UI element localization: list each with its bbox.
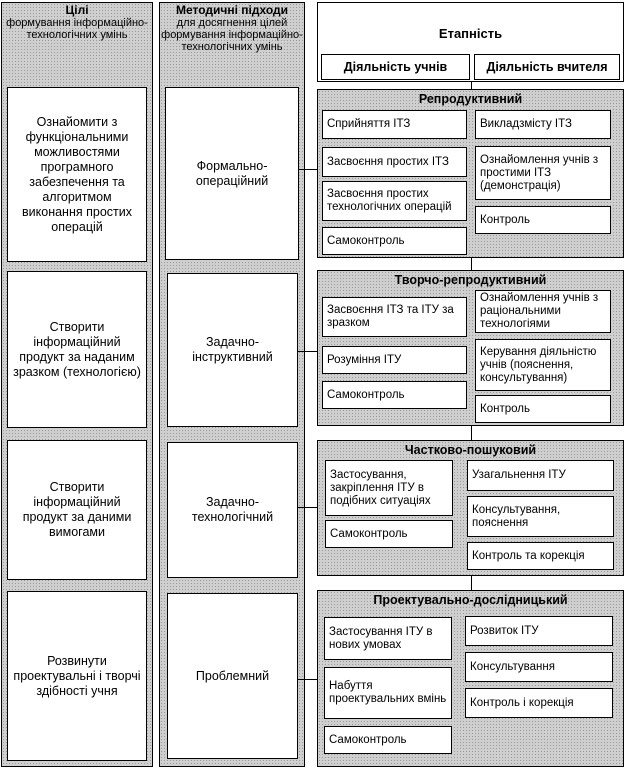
stage-design-research [317,590,624,767]
student-activity: Самоконтроль [322,381,467,409]
stage-connector-0 [471,82,472,89]
goal-box-3: Створити інформаційний продукт за даними вимогами [7,440,147,580]
stage-partial-search [317,440,624,576]
approach-box-3: Задачно-технологічний [167,442,298,578]
teacher-activity: Керування діяльністю учнів (пояснення, консультування) [475,339,611,391]
teacher-activity: Консультування, пояснення [467,496,614,537]
goal-box-1: Ознайомити з функціональними можливостями програмного забезпечення та алгоритмом виконання простих операцій [7,87,147,262]
teacher-activity: Розвиток ІТУ [465,616,613,646]
stage-reproductive [317,89,624,258]
stage-creative-reproductive [317,270,624,426]
goals-title: Цілі [65,3,89,17]
stage-connector-2 [471,426,472,440]
teacher-activity: Контроль та корекція [467,542,614,570]
stage-title: Проектувально-дослідницький [373,593,568,607]
goal-box-2: Створити інформаційний продукт за наданим зразком (технологією) [7,271,147,428]
student-activity: Самоконтроль [325,520,453,548]
teacher-activity-label: Діяльність вчителя [474,54,620,80]
teacher-activity: Ознайомлення учнів з раціональними технологіями [475,290,611,333]
approaches-title: Методичні підходи [175,3,289,17]
student-activity: Самоконтроль [322,227,467,255]
stage-connector-1 [471,258,472,270]
student-activity: Набуття проектувальних вмінь [324,667,452,719]
student-activity: Засвоєння ІТЗ та ІТУ за зразком [322,297,467,337]
approaches-header [159,4,305,53]
teacher-activity: Контроль [475,206,611,234]
student-activity: Засвоєння простих ІТЗ [322,147,467,177]
student-activity: Розуміння ІТУ [322,346,467,374]
goal-box-4: Розвинути проектувальні і творчі здібності учня [7,591,147,761]
student-activity: Самоконтроль [324,726,452,754]
teacher-activity: Контроль і корекція [465,688,613,718]
stage-connector-3 [471,576,472,590]
student-activity: Застосування ІТУ в нових умовах [324,617,452,660]
stages-title: Етапність [438,26,503,41]
approach-box-2: Задачно-інструктивний [167,273,298,427]
student-activity: Сприйняття ІТЗ [322,110,467,139]
student-activity: Застосування, закріплення ІТУ в подібних ситуаціях [325,460,453,516]
stage-title: Репродуктивний [418,92,523,106]
connector-3 [298,507,318,508]
goals-subtitle: формування інформаційно-технологічних умінь [6,17,148,41]
approach-box-1: Формально-операційний [165,87,299,260]
connector-4 [298,679,318,680]
stage-title: Творчо-репродуктивний [394,273,547,287]
connector-2 [298,351,318,352]
connector-1 [299,169,318,170]
goals-header [1,4,153,41]
teacher-activity: Узагальнення ІТУ [467,460,614,491]
teacher-activity: Ознайомлення учнів з простими ІТЗ (демонстрація) [475,146,611,200]
students-activity-label: Діяльність учнів [321,54,470,80]
stage-title: Частково-пошуковий [404,443,537,457]
teacher-activity: Контроль [475,395,611,423]
approach-box-4: Проблемний [167,593,298,759]
teacher-activity: Викладзмісту ІТЗ [475,110,611,139]
approaches-subtitle: для досягнення цілей формування інформаційно-технологічних умінь [161,17,303,53]
student-activity: Засвоєння простих технологічних операцій [322,181,467,221]
teacher-activity: Консультування [465,652,613,682]
